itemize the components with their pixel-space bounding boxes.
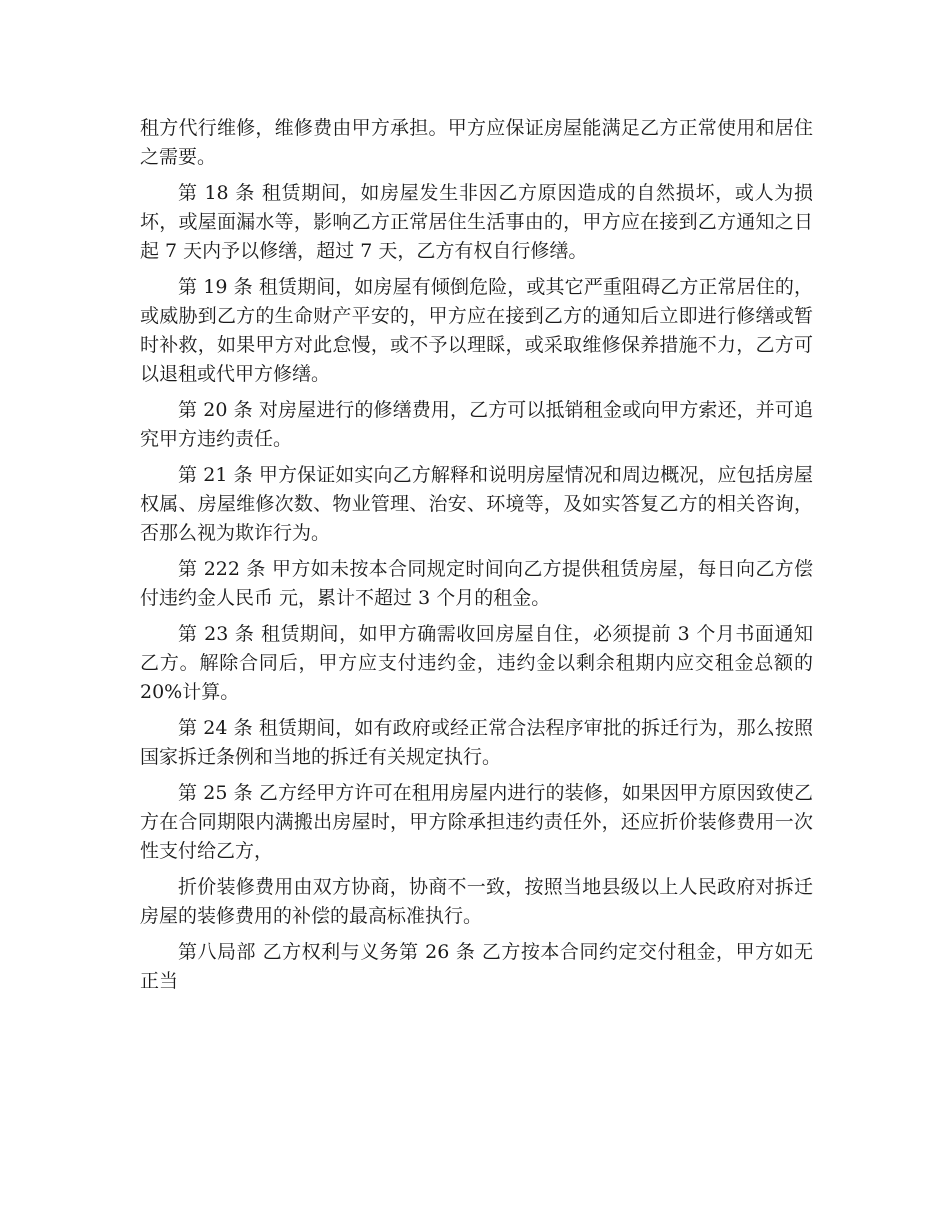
paragraph-article-21: 第 21 条 甲方保证如实向乙方解释和说明房屋情况和周边概况，应包括房屋权属、房屋维修次数、物业管理、治安、环境等，及如实答复乙方的相关咨询，否那么视为欺诈行为。 [140,464,813,544]
paragraph-article-24: 第 24 条 租赁期间，如有政府或经正常合法程序审批的拆迁行为，那么按照国家拆迁条例和当地的拆迁有关规定执行。 [140,717,813,768]
paragraph-article-23: 第 23 条 租赁期间，如甲方确需收回房屋自住，必须提前 3 个月书面通知乙方。解除合同后，甲方应支付违约金，违约金以剩余租期内应交租金总额的 20%计算。 [140,623,813,703]
paragraph-article-20: 第 20 条 对房屋进行的修缮费用，乙方可以抵销租金或向甲方索还，并可追究甲方违约责任。 [140,399,813,450]
paragraph-article-222: 第 222 条 甲方如未按本合同规定时间向乙方提供租赁房屋，每日向乙方偿付违约金人民币 元，累计不超过 3 个月的租金。 [140,558,813,609]
paragraph-continuation: 租方代行维修，维修费由甲方承担。甲方应保证房屋能满足乙方正常使用和居住之需要。 [140,117,813,168]
paragraph-article-25: 第 25 条 乙方经甲方许可在租用房屋内进行的装修，如果因甲方原因致使乙方在合同期限内满搬出房屋时，甲方除承担违约责任外，还应折价装修费用一次性支付给乙方， [140,782,813,862]
paragraph-compensation: 折价装修费用由双方协商，协商不一致，按照当地县级以上人民政府对拆迁房屋的装修费用的补偿的最高标准执行。 [140,876,813,927]
paragraph-article-18: 第 18 条 租赁期间，如房屋发生非因乙方原因造成的自然损坏，或人为损坏，或屋面漏水等，影响乙方正常居住生活事由的，甲方应在接到乙方通知之日起 7 天内予以修缮，超过 7 天，乙方有权自行修缮。 [140,182,813,262]
document-body [140,114,813,1003]
paragraph-part-8: 第八局部 乙方权利与义务第 26 条 乙方按本合同约定交付租金，甲方如无正当 [140,941,813,992]
paragraph-article-19: 第 19 条 租赁期间，如房屋有倾倒危险，或其它严重阻碍乙方正常居住的，或威胁到乙方的生命财产平安的，甲方应在接到乙方的通知后立即进行修缮或暂时补救，如果甲方对此怠慢，或不予以理睬，或采取维修保养措施不力，乙方可以退租或代甲方修缮。 [140,276,813,385]
